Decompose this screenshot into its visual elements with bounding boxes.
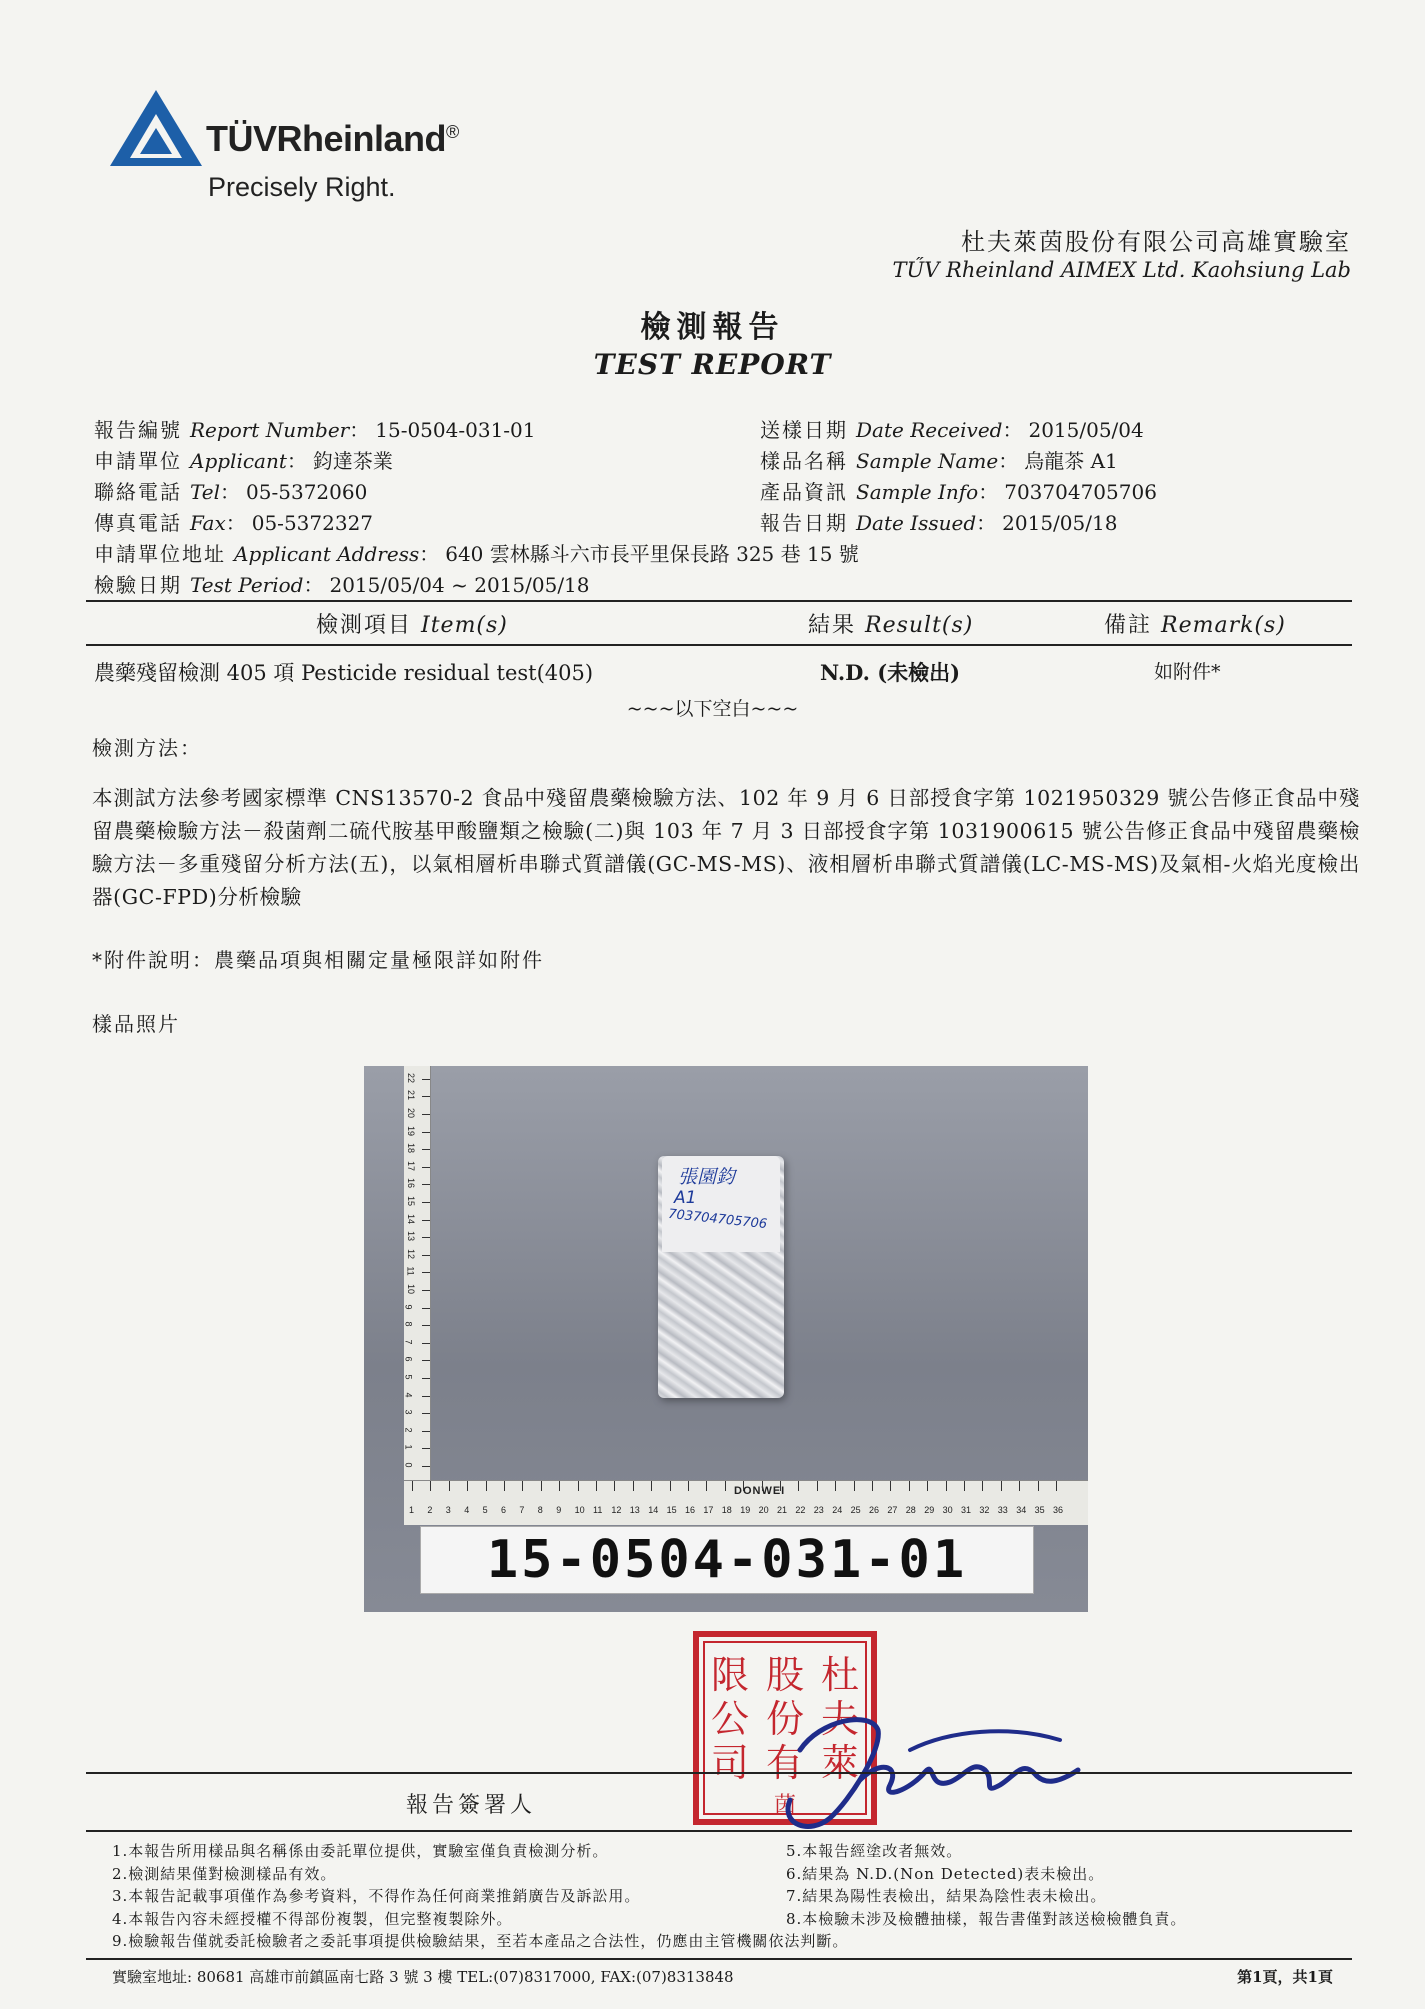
ruler-tick bbox=[946, 1481, 947, 1491]
handwriting-code: 703704705706 bbox=[667, 1206, 768, 1233]
footer-page-number: 第1頁，共1頁 bbox=[1237, 1968, 1333, 1986]
ruler-number: 20 bbox=[758, 1505, 769, 1515]
ruler-number: 1 bbox=[409, 1505, 415, 1515]
ruler-tick bbox=[422, 1431, 430, 1432]
tea-bag bbox=[658, 1156, 784, 1398]
ruler-tick bbox=[422, 1360, 430, 1361]
ruler-tick bbox=[1001, 1481, 1002, 1491]
svg-text:萊: 萊 bbox=[820, 1741, 860, 1785]
ruler-tick bbox=[890, 1481, 891, 1491]
ruler-number: 33 bbox=[997, 1505, 1008, 1515]
ruler-tick bbox=[422, 1466, 430, 1467]
table-row-item: 農藥殘留檢測 405 項 Pesticide residual test(405) bbox=[94, 661, 594, 685]
ruler-tick bbox=[964, 1481, 965, 1491]
ruler-number: 22 bbox=[406, 1072, 417, 1083]
ruler-tick bbox=[798, 1481, 799, 1491]
ruler-tick bbox=[633, 1481, 634, 1491]
ruler-tick bbox=[422, 1114, 430, 1115]
ruler-number: 0 bbox=[403, 1462, 414, 1468]
note-line: 4.本報告內容未經授權不得部份複製，但完整複製除外。 bbox=[112, 1909, 513, 1928]
ruler-number: 2 bbox=[403, 1427, 414, 1433]
ruler-number: 35 bbox=[1034, 1505, 1045, 1515]
ruler-number: 19 bbox=[406, 1125, 417, 1136]
footer-address: 實驗室地址: 80681 高雄市前鎮區南七路 3 號 3 樓 TEL:(07)8317000, FAX:(07)8313848 bbox=[112, 1968, 734, 1986]
handwriting-sample: A1 bbox=[674, 1188, 697, 1208]
ruler-tick bbox=[596, 1481, 597, 1491]
svg-text:杜: 杜 bbox=[820, 1653, 860, 1697]
ruler-number: 6 bbox=[403, 1356, 414, 1362]
field-applicant: 申請單位 Applicant： 鈞達茶業 bbox=[94, 449, 393, 473]
field-sample-info: 產品資訊 Sample Info： 703704705706 bbox=[760, 480, 1157, 504]
ruler-number: 29 bbox=[924, 1505, 935, 1515]
ruler-tick bbox=[430, 1481, 431, 1491]
ruler-number: 5 bbox=[403, 1374, 414, 1380]
ruler-number: 18 bbox=[721, 1505, 732, 1515]
ruler-tick bbox=[467, 1481, 468, 1491]
ruler-tick bbox=[422, 1149, 430, 1150]
ruler-number: 25 bbox=[850, 1505, 861, 1515]
ruler-tick bbox=[706, 1481, 707, 1491]
horizontal-ruler bbox=[404, 1480, 1088, 1525]
ruler-number: 12 bbox=[611, 1505, 622, 1515]
note-line: 2.檢測結果僅對檢測樣品有效。 bbox=[112, 1864, 337, 1883]
ruler-number: 9 bbox=[403, 1304, 414, 1310]
ruler-number: 15 bbox=[666, 1505, 677, 1515]
ruler-number: 4 bbox=[464, 1505, 470, 1515]
handwriting-name: 張園鈞 bbox=[678, 1166, 736, 1188]
col-header-item: 檢測項目 Item(s) bbox=[316, 613, 508, 638]
ruler-tick bbox=[422, 1079, 430, 1080]
field-tel: 聯絡電話 Tel： 05-5372060 bbox=[94, 480, 368, 504]
blank-marker: ~~~以下空白~~~ bbox=[626, 698, 799, 720]
ruler-number: 3 bbox=[403, 1409, 414, 1415]
ruler-tick bbox=[422, 1378, 430, 1379]
ruler-number: 16 bbox=[685, 1505, 696, 1515]
ruler-number: 14 bbox=[406, 1213, 417, 1224]
ruler-number: 36 bbox=[1053, 1505, 1064, 1515]
note-line: 5.本報告經塗改者無效。 bbox=[786, 1842, 963, 1860]
ruler-number: 32 bbox=[979, 1505, 990, 1515]
col-header-result: 結果 Result(s) bbox=[808, 613, 974, 638]
ruler-tick bbox=[541, 1481, 542, 1491]
table-row-remark: 如附件* bbox=[1154, 661, 1221, 683]
vertical-ruler bbox=[404, 1066, 431, 1482]
ruler-tick bbox=[422, 1167, 430, 1168]
note-line: 8.本檢驗未涉及檢體抽樣，報告書僅對該送檢檢體負責。 bbox=[786, 1909, 1187, 1928]
ruler-tick bbox=[872, 1481, 873, 1491]
ruler-number: 30 bbox=[942, 1505, 953, 1515]
ruler-number: 16 bbox=[406, 1178, 417, 1189]
ruler-number: 7 bbox=[519, 1505, 525, 1515]
field-test-period: 檢驗日期 Test Period： 2015/05/04 ~ 2015/05/18 bbox=[94, 573, 590, 597]
ruler-tick bbox=[614, 1481, 615, 1491]
tuv-triangle-logo-icon bbox=[108, 88, 204, 168]
field-date-received: 送樣日期 Date Received： 2015/05/04 bbox=[760, 418, 1144, 442]
svg-text:限: 限 bbox=[710, 1653, 750, 1697]
ruler-tick bbox=[422, 1220, 430, 1221]
ruler-number: 15 bbox=[406, 1195, 417, 1207]
ruler-tick bbox=[835, 1481, 836, 1491]
svg-text:份: 份 bbox=[765, 1697, 805, 1741]
report-title-en: TEST REPORT bbox=[593, 348, 832, 381]
ruler-number: 8 bbox=[403, 1321, 414, 1327]
ruler-tick bbox=[422, 1413, 430, 1414]
ruler-number: 12 bbox=[406, 1248, 417, 1259]
ruler-number: 7 bbox=[403, 1339, 414, 1345]
signature-rule bbox=[86, 1772, 1352, 1774]
ruler-number: 27 bbox=[887, 1505, 898, 1515]
logo-slogan: Precisely Right. bbox=[208, 172, 396, 202]
ruler-number: 23 bbox=[813, 1505, 824, 1515]
ruler-brand: DONWEI bbox=[734, 1485, 786, 1497]
ruler-number: 26 bbox=[869, 1505, 880, 1515]
note-line: 6.結果為 N.D.(Non Detected)表未檢出。 bbox=[786, 1864, 1105, 1883]
ruler-tick bbox=[412, 1481, 413, 1491]
ruler-tick bbox=[1019, 1481, 1020, 1491]
ruler-tick bbox=[854, 1481, 855, 1491]
note-line: 1.本報告所用樣品與名稱係由委託單位提供，實驗室僅負責檢測分析。 bbox=[112, 1842, 609, 1860]
ruler-tick bbox=[743, 1481, 744, 1491]
note-line: 3.本報告記載事項僅作為參考資料，不得作為任何商業推銷廣告及訴訟用。 bbox=[112, 1887, 641, 1905]
ruler-tick bbox=[817, 1481, 818, 1491]
ruler-number: 19 bbox=[740, 1505, 751, 1515]
ruler-number: 24 bbox=[832, 1505, 843, 1515]
ruler-tick bbox=[422, 1325, 430, 1326]
ruler-number: 9 bbox=[556, 1505, 562, 1515]
ruler-number: 17 bbox=[703, 1505, 714, 1515]
ruler-tick bbox=[725, 1481, 726, 1491]
photo-heading: 樣品照片 bbox=[92, 1012, 180, 1036]
ruler-tick bbox=[927, 1481, 928, 1491]
ruler-number: 20 bbox=[406, 1107, 417, 1119]
ruler-number: 3 bbox=[445, 1505, 451, 1515]
ruler-tick bbox=[422, 1343, 430, 1344]
field-report-number: 報告編號 Report Number： 15-0504-031-01 bbox=[94, 418, 536, 442]
ruler-number: 31 bbox=[961, 1505, 972, 1515]
table-row-result: N.D. (未檢出) bbox=[820, 660, 961, 685]
lab-name-cn: 杜夫萊茵股份有限公司高雄實驗室 bbox=[961, 228, 1351, 256]
sample-photo bbox=[364, 1066, 1088, 1612]
ruler-number: 1 bbox=[403, 1444, 414, 1450]
lab-name-en: TŰV Rheinland AIMEX Ltd. Kaohsiung Lab bbox=[892, 258, 1351, 282]
logo-wordmark: TÜVRheinland® bbox=[206, 118, 459, 159]
svg-text:司: 司 bbox=[710, 1741, 750, 1785]
notes-right bbox=[786, 1840, 1186, 1930]
ruler-number: 28 bbox=[905, 1505, 916, 1515]
notes-left bbox=[112, 1840, 848, 1953]
attachment-note: *附件說明：農藥品項與相關定量極限詳如附件 bbox=[92, 948, 544, 972]
note-line: 9.檢驗報告僅就委託檢驗者之委託事項提供檢驗結果，至若本產品之合法性，仍應由主管機關依法判斷。 bbox=[112, 1932, 849, 1950]
ruler-number: 13 bbox=[629, 1505, 640, 1515]
note-line: 7.結果為陽性表檢出，結果為陰性表未檢出。 bbox=[786, 1887, 1107, 1905]
ruler-tick bbox=[449, 1481, 450, 1491]
ruler-number: 18 bbox=[406, 1143, 417, 1154]
ruler-tick bbox=[422, 1184, 430, 1185]
ruler-tick bbox=[422, 1290, 430, 1291]
ruler-tick bbox=[651, 1481, 652, 1491]
ruler-tick bbox=[780, 1481, 781, 1491]
ruler-number: 2 bbox=[427, 1505, 433, 1515]
ruler-number: 14 bbox=[648, 1505, 659, 1515]
table-header-rule bbox=[86, 644, 1352, 646]
col-header-remark: 備註 Remark(s) bbox=[1104, 613, 1286, 638]
svg-text:股: 股 bbox=[765, 1653, 805, 1697]
ruler-number: 17 bbox=[406, 1160, 417, 1171]
report-title-cn: 檢測報告 bbox=[640, 310, 785, 345]
signer-label: 報告簽署人 bbox=[406, 1793, 537, 1818]
ruler-tick bbox=[688, 1481, 689, 1491]
ruler-tick bbox=[422, 1272, 430, 1273]
ruler-number: 21 bbox=[777, 1505, 788, 1515]
notes-top-rule bbox=[86, 1830, 1352, 1832]
ruler-number: 5 bbox=[482, 1505, 488, 1515]
ruler-number: 10 bbox=[574, 1505, 585, 1515]
footer-rule bbox=[86, 1958, 1352, 1960]
field-fax: 傳真電話 Fax： 05-5372327 bbox=[94, 511, 374, 535]
ruler-tick bbox=[486, 1481, 487, 1491]
ruler-number: 8 bbox=[537, 1505, 543, 1515]
signature-icon bbox=[760, 1690, 1100, 1840]
ruler-tick bbox=[422, 1308, 430, 1309]
ruler-number: 6 bbox=[501, 1505, 507, 1515]
ruler-number: 10 bbox=[406, 1283, 417, 1295]
field-sample-name: 樣品名稱 Sample Name： 烏龍茶 A1 bbox=[760, 449, 1118, 473]
ruler-tick bbox=[982, 1481, 983, 1491]
ruler-tick bbox=[422, 1396, 430, 1397]
ruler-tick bbox=[422, 1255, 430, 1256]
ruler-tick bbox=[1056, 1481, 1057, 1491]
ruler-number: 4 bbox=[403, 1392, 414, 1398]
ruler-number: 34 bbox=[1016, 1505, 1027, 1515]
field-applicant-address: 申請單位地址 Applicant Address： 640 雲林縣斗六市長平里保長路 325 巷 15 號 bbox=[94, 542, 859, 566]
ruler-tick bbox=[909, 1481, 910, 1491]
svg-text:茵: 茵 bbox=[773, 1793, 797, 1818]
sample-code-plate: 15-0504-031-01 bbox=[420, 1526, 1034, 1594]
ruler-tick bbox=[422, 1448, 430, 1449]
ruler-tick bbox=[422, 1237, 430, 1238]
field-date-issued: 報告日期 Date Issued： 2015/05/18 bbox=[760, 511, 1118, 535]
ruler-number: 22 bbox=[795, 1505, 806, 1515]
ruler-tick bbox=[578, 1481, 579, 1491]
svg-text:有: 有 bbox=[765, 1741, 805, 1785]
ruler-tick bbox=[1038, 1481, 1039, 1491]
ruler-tick bbox=[670, 1481, 671, 1491]
table-top-rule bbox=[86, 600, 1352, 602]
ruler-number: 11 bbox=[405, 1266, 416, 1277]
ruler-tick bbox=[422, 1096, 430, 1097]
ruler-number: 11 bbox=[593, 1505, 603, 1515]
ruler-number: 13 bbox=[406, 1231, 417, 1242]
svg-text:夫: 夫 bbox=[820, 1697, 860, 1741]
ruler-tick bbox=[504, 1481, 505, 1491]
ruler-tick bbox=[559, 1481, 560, 1491]
ruler-tick bbox=[422, 1202, 430, 1203]
method-heading: 檢測方法： bbox=[92, 736, 202, 760]
method-text: 本測試方法參考國家標準 CNS13570-2 食品中殘留農藥檢驗方法、102 年 9 月 6 日部授食字第 1021950329 號公告修正食品中殘留農藥檢驗方法－殺菌劑二硫代胺基甲酸鹽類之檢驗(二)與 103 年 7 月 3 日部授食字第 1031900615 號公告修正食品中殘留農藥檢驗方法－多重殘留分析方法(五)，以氣相層析串聯式質譜儀(GC-MS-MS)、液相層析串聯式質譜儀(LC-MS-MS)及氣相-火焰光度檢出器(GC-FPD)分析檢驗 bbox=[92, 786, 1360, 909]
ruler-number: 21 bbox=[406, 1090, 417, 1101]
ruler-tick bbox=[522, 1481, 523, 1491]
svg-text:公: 公 bbox=[710, 1697, 750, 1741]
ruler-tick bbox=[762, 1481, 763, 1491]
ruler-tick bbox=[422, 1132, 430, 1133]
